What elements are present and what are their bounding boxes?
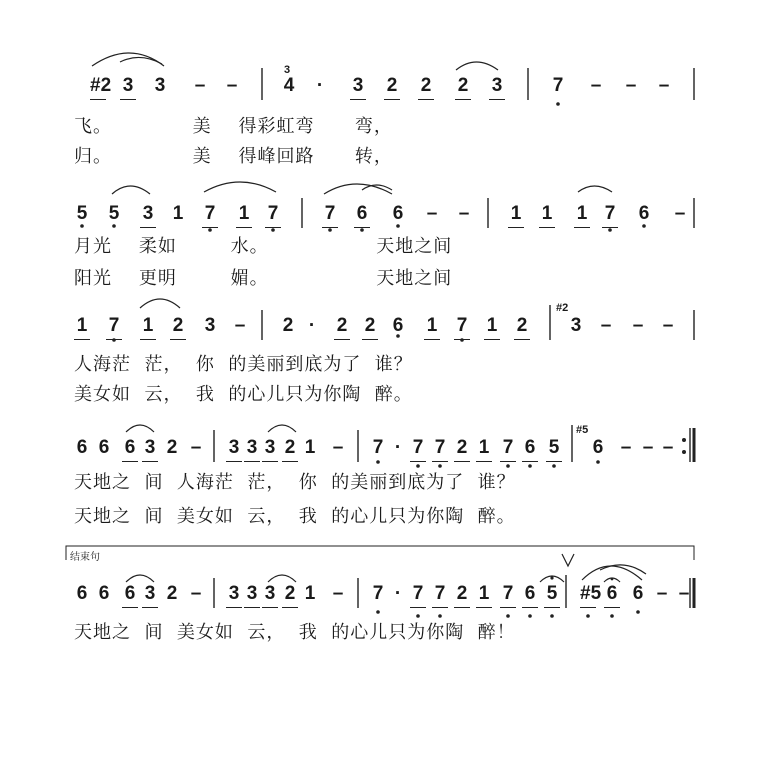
note: –	[194, 75, 206, 96]
note: ·	[394, 437, 402, 458]
note: 2	[282, 315, 294, 336]
note: 3	[244, 438, 260, 458]
note: 7	[106, 316, 122, 336]
note: #2	[90, 75, 112, 96]
lyric-line: 阳光 更明 媚。 天地之间	[74, 268, 453, 289]
note: 6	[354, 204, 370, 224]
note: –	[426, 203, 438, 224]
note: 2	[454, 584, 470, 604]
note: 2	[418, 76, 434, 96]
note: 5	[544, 584, 560, 604]
note: 2	[454, 438, 470, 458]
note: 1	[539, 204, 555, 224]
note: 6	[98, 437, 110, 458]
lyric-line: 月光 柔如 水。 天地之间	[74, 236, 453, 257]
note: 1	[74, 316, 90, 336]
note: –	[190, 437, 202, 458]
key-mark: 3	[284, 64, 291, 76]
note: 1	[424, 316, 440, 336]
note: 3	[489, 76, 505, 96]
note: 7	[322, 204, 338, 224]
note: 6	[76, 583, 88, 604]
note: 7	[454, 316, 470, 336]
note: –	[658, 75, 670, 96]
note: 6	[392, 203, 404, 224]
note: 4	[283, 75, 295, 96]
note: 2	[362, 316, 378, 336]
note: 6	[122, 438, 138, 458]
note: 3	[142, 438, 158, 458]
note: 1	[476, 438, 492, 458]
note: 6	[604, 584, 620, 604]
note: 1	[236, 204, 252, 224]
note: 7	[552, 75, 564, 96]
note: 3	[244, 584, 260, 604]
note: –	[226, 75, 238, 96]
note: 3	[204, 315, 216, 336]
note: 1	[476, 584, 492, 604]
note: #5	[580, 583, 602, 604]
grace-mark-1: #2	[556, 302, 569, 314]
note: 1	[508, 204, 524, 224]
note: 3	[226, 584, 242, 604]
note: 3	[140, 204, 156, 224]
note: –	[458, 203, 470, 224]
lyric-line: 人海茫 茫， 你 的美丽到底为了 谁？	[74, 354, 413, 375]
note: 7	[372, 437, 384, 458]
note: 7	[602, 204, 618, 224]
note: 7	[265, 204, 281, 224]
note: 3	[154, 75, 166, 96]
note: –	[678, 583, 690, 604]
note: 2	[455, 76, 471, 96]
note: 2	[384, 76, 400, 96]
note: 3	[120, 76, 136, 96]
note: 1	[172, 203, 184, 224]
note: –	[332, 583, 344, 604]
note: –	[234, 315, 246, 336]
note: –	[190, 583, 202, 604]
note: –	[620, 437, 632, 458]
note: –	[674, 203, 686, 224]
lyric-line: 美女如 云， 我 的心儿只为你陶 醉。	[74, 384, 413, 405]
note: 5	[546, 438, 562, 458]
note: 3	[262, 584, 278, 604]
grace-mark-2: #5	[576, 424, 589, 436]
note: 3	[142, 584, 158, 604]
note: 6	[522, 438, 538, 458]
note: 6	[592, 437, 604, 458]
note: –	[332, 437, 344, 458]
lyric-line: 天地之 间 人海茫 茫， 你 的美丽到底为了 谁？	[74, 472, 516, 493]
lyric-line: 天地之 间 美女如 云， 我 的心儿只为你陶 醉。	[74, 506, 516, 527]
note: 2	[282, 584, 298, 604]
note: 6	[76, 437, 88, 458]
note: 1	[574, 204, 590, 224]
note: 7	[410, 584, 426, 604]
note: 2	[170, 316, 186, 336]
note: ·	[394, 583, 402, 604]
note: ·	[316, 75, 324, 96]
lyric-line: 天地之 间 美女如 云， 我 的心儿只为你陶 醉！	[74, 622, 516, 643]
note: 6	[522, 584, 538, 604]
note: 6	[638, 203, 650, 224]
note: –	[662, 437, 674, 458]
note: 1	[304, 583, 316, 604]
note: 5	[108, 203, 120, 224]
note: 1	[140, 316, 156, 336]
note: –	[642, 437, 654, 458]
note: 7	[500, 584, 516, 604]
note: 3	[350, 76, 366, 96]
note: 2	[514, 316, 530, 336]
note: 2	[334, 316, 350, 336]
note: 7	[372, 583, 384, 604]
note: 3	[226, 438, 242, 458]
note: 7	[500, 438, 516, 458]
note: 1	[304, 437, 316, 458]
note: ·	[308, 315, 316, 336]
note: 2	[166, 583, 178, 604]
note: 2	[282, 438, 298, 458]
note: 3	[570, 315, 582, 336]
note: 2	[166, 437, 178, 458]
note: –	[656, 583, 668, 604]
note: 7	[410, 438, 426, 458]
ending-label: 结束句	[70, 552, 100, 563]
note: 1	[484, 316, 500, 336]
note: 6	[98, 583, 110, 604]
note: –	[600, 315, 612, 336]
note: 3	[262, 438, 278, 458]
note: –	[590, 75, 602, 96]
note: 7	[202, 204, 218, 224]
lyric-line: 归。 美 得峰回路 转，	[74, 146, 393, 167]
note: 6	[632, 583, 644, 604]
note: 6	[392, 315, 404, 336]
note: 6	[122, 584, 138, 604]
note: –	[662, 315, 674, 336]
note: –	[632, 315, 644, 336]
note: 5	[76, 203, 88, 224]
note: –	[625, 75, 637, 96]
note: 7	[432, 584, 448, 604]
lyric-line: 飞。 美 得彩虹弯 弯，	[74, 116, 393, 137]
note: 7	[432, 438, 448, 458]
